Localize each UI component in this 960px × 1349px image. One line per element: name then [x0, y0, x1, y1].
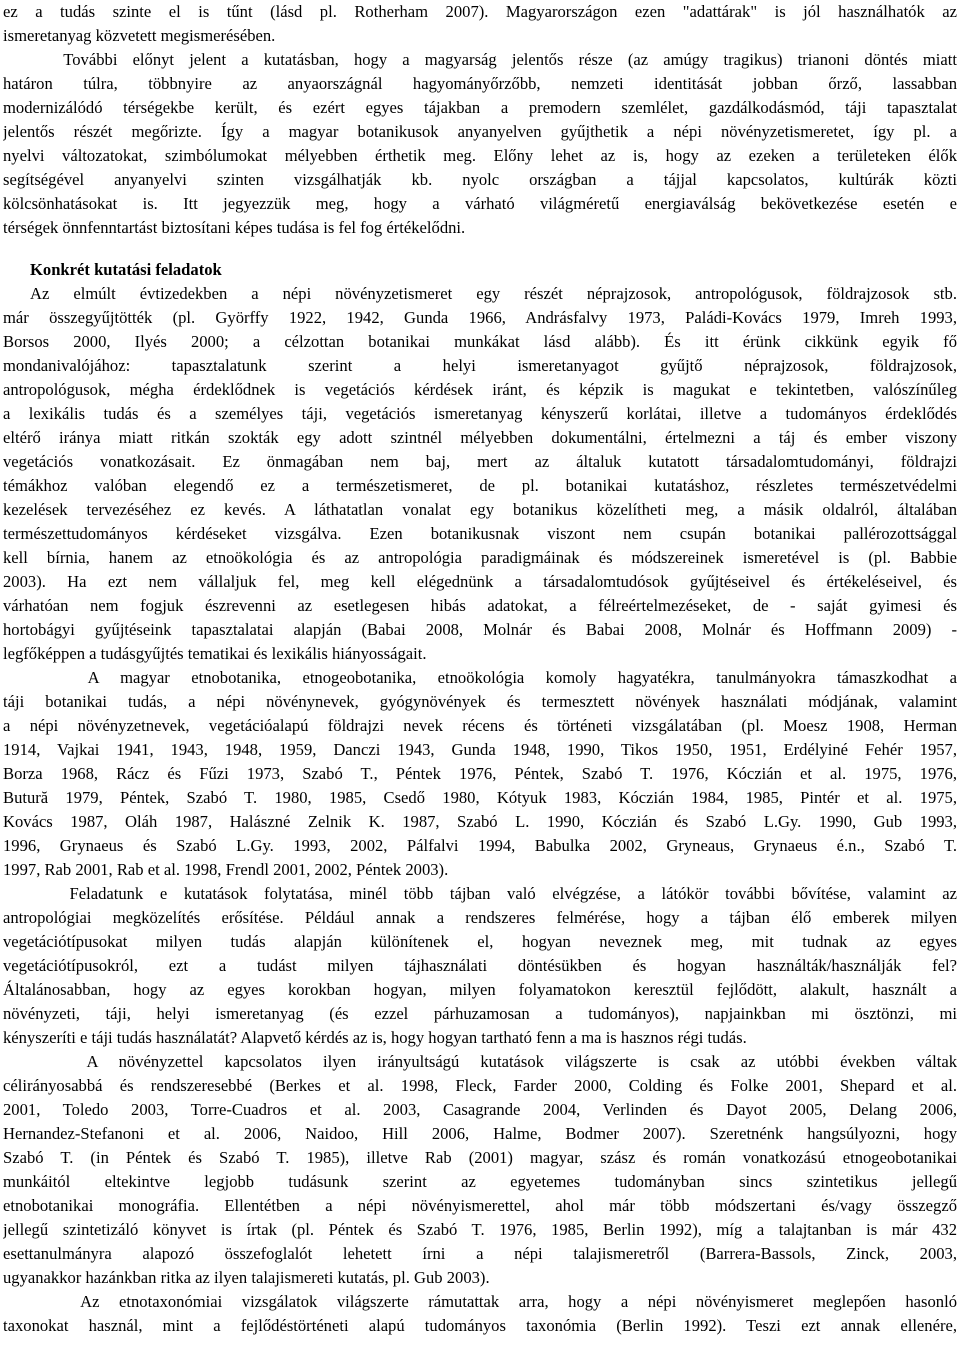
- paragraph-ethnotaxonomy: [3, 1290, 957, 1338]
- text-line: ismeretanyag közvetett megismerésében.: [3, 26, 276, 45]
- text-line: mondanivalójához: tapasztalatunk szerint a helyi ismeretanyagot gyűjtő néprajzosok, földrajzosok,: [3, 356, 957, 375]
- text-line: 1997, Rab 2001, Rab et al. 1998, Frendl 2001, 2002, Péntek 2003).: [3, 860, 449, 879]
- text-line: Borsos 2000, Ilyés 2000; a célzottan botanikai munkákat lásd alább). És itt érünk cikkünk egyik fő: [3, 332, 957, 351]
- text-line: vegetációs vonatkozásait. Ez önmagában nem baj, mert az általuk kutatott társadalomtudományi, földrajzi: [3, 452, 957, 471]
- text-line: ez a tudás szinte el is tűnt (lásd pl. Rotherham 2007). Magyarországon ezen "adattárak" is jól használhatók az: [3, 2, 957, 21]
- text-line: Kovács 1987, Oláh 1987, Halászné Zelnik K. 1987, Szabó L. 1990, Kóczián és Szabó L.Gy. 1990, Gub 1993,: [3, 812, 957, 831]
- text-line: modernizálódó térségekbe került, és ezért egyes tájakban a premodern szemlélet, gazdálkodásmód, táji tapasztalat: [3, 98, 957, 117]
- paragraph-advantages: [3, 48, 957, 240]
- text-line: hortobágyi gyűjtéseink tapasztalatai alapján (Babai 2008, Molnár és Babai 2008, Molnár és Hoffmann 2009) -: [3, 620, 957, 639]
- text-line: 2001, Toledo 2003, Torre-Cuadros et al. 2003, Casagrande 2004, Verlinden és Dayot 2005, Delang 2006,: [3, 1100, 957, 1119]
- text-line: legfőképpen a tudásgyűjtés tematikai és lexikális hiányosságait.: [3, 644, 427, 663]
- text-line: A magyar etnobotanika, etnogeobotanika, etnoökológia komoly hagyatékra, tanulmányokra támaszkodhat a: [3, 668, 957, 687]
- text-line: 1996, Grynaeus és Szabó L.Gy. 1993, 2002, Pálfalvi 1994, Babulka 2002, Gryneaus, Grynaeus é.n., Szabó T.: [3, 836, 957, 855]
- section-heading: Konkrét kutatási feladatok: [30, 260, 222, 279]
- text-line: Szabó T. (in Péntek és Szabó T. 1985), illetve Rab (2001) magyar, szász és román vonatkozású etnogeobotanikai: [3, 1148, 957, 1167]
- paragraph-past-research: [3, 282, 957, 666]
- text-line: esettanulmányra alapozó összefoglalót lehetett írni a népi talajismeretről (Barrera-Bassols, Zinck, 2003,: [3, 1244, 957, 1263]
- text-line: További előnyt jelent a kutatásban, hogy a magyarság jelentős része (az amúgy tragikus) trianoni döntés miatt: [3, 50, 957, 69]
- text-line: a lexikális tudás és a személyes táji, vegetációs ismeretanyag kényszerű korlátai, illetve a tudományos érdeklődés: [3, 404, 957, 423]
- paragraph-continuation: [3, 0, 957, 48]
- text-line: kényszeríti e táji tudás használatát? Alapvető kérdés az is, hogy hogyan tartható fenn a ma is hasznos régi tudás.: [3, 1028, 747, 1047]
- text-line: táji botanikai tudás, a népi növénynevek, gyógynövények és termesztett növények használati módjának, valamint: [3, 692, 957, 711]
- text-line: növényzeti, táji, helyi ismeretanyag (és ezzel párhuzamosan a tudományos), napjainkban mi ösztönzi, mi: [3, 1004, 957, 1023]
- text-line: 2003). Ha ezt nem vállaljuk fel, meg kell elégednünk a társadalomtudósok gyűjtéseivel és értékeléseivel, és: [3, 572, 957, 591]
- paragraph-hungarian-ethnobotany: [3, 666, 957, 882]
- text-line: nyelvi változatokat, szimbólumokat mélyebben érthetik meg. Előny lehet az is, hogy az ezeken a területeken élők: [3, 146, 957, 165]
- text-line: kölcsönhatásokat is. Itt jegyezzük meg, hogy a várható világméretű energiaválság bekövetkezése esetén e: [3, 194, 957, 213]
- text-line: térségek önnfenntartást biztosítani képes tudása is fel fog értékelődni.: [3, 218, 466, 237]
- text-line: taxonokat használ, mint a fejlődéstörténeti alapú tudományos taxonómia (Berlin 1992). Teszi ezt annak ellenére,: [3, 1316, 957, 1335]
- text-line: már összegyűjtötték (pl. Györffy 1922, 1942, Gunda 1966, Andrásfalvy 1973, Paládi-Kovács 1979, Imreh 1993,: [3, 308, 957, 327]
- text-line: vegetációtípusokat milyen tudás alapján különítenek el, hogyan neveznek meg, mit tudnak az egyes: [3, 932, 957, 951]
- text-line: határon túlra, többnyire az anyaországnál hagyományőrzőbb, nemzeti identitását jobban őrző, lassabban: [3, 74, 957, 93]
- text-line: ugyanakkor hazánkban ritka az ilyen talajismereti kutatás, pl. Gub 2003).: [3, 1268, 490, 1287]
- text-line: természettudományos kérdéseket vizsgálva. Ezen botanikusnak viszont nem csupán botanikai pallérozottsággal: [3, 524, 957, 543]
- text-line: antropológusok, mégha érdeklődnek is vegetációs kérdések iránt, és képzik is magukat e tekintetben, valószínűleg: [3, 380, 957, 399]
- text-line: várhatóan nem fogjuk észrevenni az esetlegesen hibás adatokat, a félreértelmezéseket, de - saját gyimesi és: [3, 596, 957, 615]
- text-line: munkáitól eltekintve legjobb tudásunk szerint az egyetemes tudományban sincs szintetikus jellegű: [3, 1172, 957, 1191]
- document-page: [3, 0, 957, 1338]
- paragraph-task: [3, 882, 957, 1050]
- text-line: Hernandez-Stefanoni et al. 2006, Naidoo, Hill 2006, Halme, Bodmer 2007). Szeretnénk hangsúlyozni, hogy: [3, 1124, 957, 1143]
- text-line: a népi növényzetnevek, vegetációalapú földrajzi nevek récens és történeti vizsgálatában (pl. Moesz 1908, Herman: [3, 716, 957, 735]
- paragraph-international: [3, 1050, 957, 1290]
- text-line: Az etnotaxonómiai vizsgálatok világszerte rámutattak arra, hogy a népi növényismeret meglepően hasonló: [3, 1292, 957, 1311]
- text-line: antropológiai megközelítés erősítése. Például annak a rendszeres felmérése, hogy a tájban élő emberek milyen: [3, 908, 957, 927]
- text-line: 1914, Vajkai 1941, 1943, 1948, 1959, Danczi 1943, Gunda 1948, 1990, Tikos 1950, 1951, Erdélyiné Fehér 1957,: [3, 740, 957, 759]
- text-line: jellegű szintetizáló könyvet is írtak (pl. Péntek és Szabó T. 1976, 1985, Berlin 1992), míg a talajtanban is már 432: [3, 1220, 957, 1239]
- text-line: etnobotanikai monográfia. Ellentétben a népi növényismerettel, ahol már több módszertani és/vagy összegző: [3, 1196, 957, 1215]
- text-line: segítségével anyanyelvi szinten vizsgálhatják kb. nyolc országban a tájjal kapcsolatos, kultúrák közti: [3, 170, 957, 189]
- text-line: kezelések tervezéséhez ez kevés. A láthatatlan vonalat egy botanikus közelítheti meg, a másik oldalról, általában: [3, 500, 957, 519]
- text-line: eltérő iránya miatt ritkán szokták egy adott szintnél mélyebben dokumentálni, értelmezni a táj és ember viszony: [3, 428, 957, 447]
- text-line: A növényzettel kapcsolatos ilyen irányultságú kutatások világszerte is csak az utóbbi években váltak: [3, 1052, 957, 1071]
- text-line: Borza 1968, Rácz és Fűzi 1973, Szabó T., Péntek 1976, Péntek, Szabó T. 1976, Kóczián et al. 1975, 1976,: [3, 764, 957, 783]
- text-line: témákhoz valóban elegendő ez a természetismeret, de pl. botanikai kutatáshoz, részletes természetvédelmi: [3, 476, 957, 495]
- text-line: kell bírnia, hanem az etnoökológia és az antropológia paradigmáinak és módszereinek ismeretével is (pl. Babbie: [3, 548, 957, 567]
- text-line: célirányosabbá és rendszeresebbé (Berkes et al. 1998, Fleck, Farder 2000, Colding és Folke 2001, Shepard et al.: [3, 1076, 957, 1095]
- text-line: Feladatunk e kutatások folytatása, minél több tájban való elvégzése, a látókör további bővítése, valamint az: [3, 884, 957, 903]
- text-line: Az elmúlt évtizedekben a népi növényzetismeret egy részét néprajzosok, antropológusok, földrajzosok stb.: [30, 284, 957, 303]
- text-line: jelentős részét megőrizte. Így a magyar botanikusok anyanyelven gyűjthetik a népi növényzetismeretet, így pl. a: [3, 122, 957, 141]
- text-line: Általánosabban, hogy az egyes korokban hogyan, milyen folyamatokon keresztül fejlődött, alakult, használt a: [3, 980, 957, 999]
- text-line: vegetációtípusokról, ezt a tudást milyen tájhasználati döntésükben és hogyan használták/használják fel?: [3, 956, 957, 975]
- text-line: Butură 1979, Péntek, Szabó T. 1980, 1985, Csedő 1980, Kótyuk 1983, Kóczián 1984, 1985, Pintér et al. 1975,: [3, 788, 957, 807]
